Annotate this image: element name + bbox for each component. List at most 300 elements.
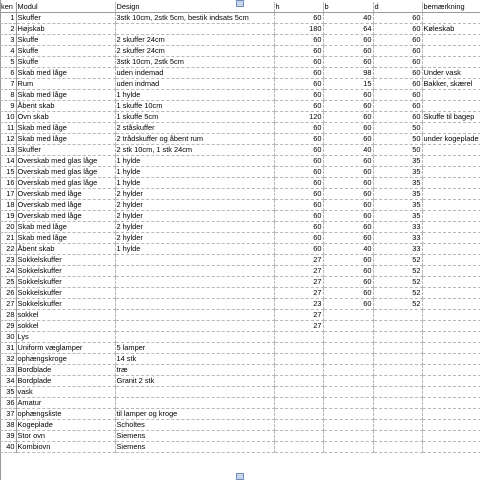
cell-bemaerkning[interactable] <box>422 288 480 299</box>
cell-nr[interactable]: 21 <box>0 233 16 244</box>
cell-nr[interactable]: 18 <box>0 200 16 211</box>
cell-d[interactable]: 60 <box>373 68 422 79</box>
cell-b[interactable]: 60 <box>323 233 373 244</box>
cell-b[interactable] <box>323 310 373 321</box>
cell-nr[interactable]: 8 <box>0 90 16 101</box>
cell-design[interactable]: 1 hylde <box>115 178 274 189</box>
cell-nr[interactable]: 31 <box>0 343 16 354</box>
cell-nr[interactable]: 30 <box>0 332 16 343</box>
cell-b[interactable]: 60 <box>323 134 373 145</box>
cell-nr[interactable]: 11 <box>0 123 16 134</box>
cell-modul[interactable]: Overskab med låge <box>16 211 115 222</box>
cell-b[interactable]: 60 <box>323 255 373 266</box>
cell-b[interactable] <box>323 376 373 387</box>
cell-d[interactable] <box>373 376 422 387</box>
cell-design[interactable] <box>115 24 274 35</box>
cell-b[interactable]: 60 <box>323 189 373 200</box>
cell-h[interactable]: 180 <box>274 24 323 35</box>
cell-bemaerkning[interactable] <box>422 299 480 310</box>
cell-bemaerkning[interactable] <box>422 222 480 233</box>
cell-modul[interactable]: Stor ovn <box>16 431 115 442</box>
cell-modul[interactable]: Ovn skab <box>16 112 115 123</box>
cell-h[interactable] <box>274 365 323 376</box>
cell-bemaerkning[interactable] <box>422 35 480 46</box>
cell-bemaerkning[interactable]: Bakker, skærel <box>422 79 480 90</box>
cell-design[interactable]: 1 skuffe 10cm <box>115 101 274 112</box>
cell-design[interactable]: 1 hylde <box>115 90 274 101</box>
cell-nr[interactable]: 7 <box>0 79 16 90</box>
cell-nr[interactable]: 10 <box>0 112 16 123</box>
cell-design[interactable]: 5 lamper <box>115 343 274 354</box>
cell-bemaerkning[interactable] <box>422 354 480 365</box>
cell-b[interactable]: 40 <box>323 13 373 24</box>
cell-h[interactable]: 60 <box>274 101 323 112</box>
cell-modul[interactable]: Sokkelskuffer <box>16 288 115 299</box>
cell-d[interactable]: 35 <box>373 178 422 189</box>
cell-h[interactable] <box>274 332 323 343</box>
cell-d[interactable]: 60 <box>373 112 422 123</box>
cell-h[interactable]: 120 <box>274 112 323 123</box>
cell-modul[interactable]: sokkel <box>16 310 115 321</box>
cell-design[interactable]: uden indemad <box>115 68 274 79</box>
header-cell-design[interactable]: Design <box>115 2 274 13</box>
cell-h[interactable]: 60 <box>274 156 323 167</box>
cell-d[interactable] <box>373 354 422 365</box>
cell-h[interactable]: 60 <box>274 90 323 101</box>
cell-bemaerkning[interactable] <box>422 255 480 266</box>
cell-h[interactable] <box>274 420 323 431</box>
cell-design[interactable]: 2 hylder <box>115 211 274 222</box>
cell-d[interactable] <box>373 409 422 420</box>
cell-design[interactable]: 3stk 10cm, 2stk 5cm, bestik indsats 5cm <box>115 13 274 24</box>
cell-nr[interactable]: 5 <box>0 57 16 68</box>
cell-modul[interactable]: Sokkelskuffer <box>16 266 115 277</box>
cell-d[interactable]: 35 <box>373 200 422 211</box>
cell-modul[interactable]: Skab med låge <box>16 90 115 101</box>
cell-h[interactable]: 27 <box>274 288 323 299</box>
cell-h[interactable]: 27 <box>274 277 323 288</box>
cell-nr[interactable]: 24 <box>0 266 16 277</box>
cell-d[interactable] <box>373 310 422 321</box>
cell-bemaerkning[interactable] <box>422 189 480 200</box>
cell-h[interactable] <box>274 442 323 453</box>
cell-modul[interactable]: Overskab med glas låge <box>16 167 115 178</box>
cell-b[interactable] <box>323 343 373 354</box>
cell-nr[interactable]: 19 <box>0 211 16 222</box>
table-row <box>0 442 480 453</box>
cell-bemaerkning[interactable]: under kogeplade <box>423 134 479 144</box>
cell-b[interactable] <box>323 442 373 453</box>
cell-b[interactable] <box>323 387 373 398</box>
cell-design[interactable]: Siemens <box>115 442 274 453</box>
cell-d[interactable]: 33 <box>373 244 422 255</box>
cell-modul[interactable]: Amatur <box>16 398 115 409</box>
cell-nr[interactable]: 15 <box>0 167 16 178</box>
cell-design[interactable]: 3stk 10cm, 2stk 5cm <box>115 57 274 68</box>
table-row <box>0 134 480 145</box>
table-row <box>0 288 480 299</box>
cell-modul[interactable]: Skab med låge <box>16 134 115 145</box>
cell-bemaerkning[interactable] <box>422 409 480 420</box>
cell-b[interactable]: 15 <box>323 79 373 90</box>
cell-d[interactable] <box>373 387 422 398</box>
cell-bemaerkning[interactable] <box>422 365 480 376</box>
cell-b[interactable]: 60 <box>323 299 373 310</box>
cell-modul[interactable]: Skab med låge <box>16 222 115 233</box>
cell-d[interactable]: 35 <box>373 167 422 178</box>
cell-nr[interactable]: 2 <box>0 24 16 35</box>
cell-bemaerkning[interactable] <box>422 376 480 387</box>
cell-bemaerkning[interactable] <box>422 310 480 321</box>
cell-bemaerkning[interactable]: Skuffe til bagep <box>422 112 480 123</box>
table-row <box>0 244 480 255</box>
bottom-resize-handle[interactable] <box>236 473 244 480</box>
cell-design[interactable]: 2 hylder <box>115 222 274 233</box>
cell-nr[interactable]: 32 <box>0 354 16 365</box>
cell-bemaerkning[interactable] <box>422 90 480 101</box>
cell-design[interactable] <box>115 387 274 398</box>
cell-b[interactable] <box>323 398 373 409</box>
cell-modul[interactable]: Sokkelskuffer <box>16 277 115 288</box>
cell-d[interactable]: 60 <box>373 24 422 35</box>
cell-design[interactable]: uden indmad <box>115 79 274 90</box>
cell-modul[interactable]: Kombiovn <box>16 442 115 453</box>
cell-b[interactable]: 60 <box>323 200 373 211</box>
cell-design[interactable]: 2 ståskuffer <box>115 123 274 134</box>
cell-nr[interactable]: 13 <box>0 145 16 156</box>
cell-b[interactable]: 40 <box>323 145 373 156</box>
cell-h[interactable]: 60 <box>274 134 323 145</box>
cell-bemaerkning[interactable] <box>422 420 480 431</box>
cell-bemaerkning[interactable] <box>422 398 480 409</box>
cell-b[interactable]: 60 <box>323 90 373 101</box>
cell-modul[interactable]: ophængskroge <box>16 354 115 365</box>
cell-nr[interactable]: 38 <box>0 420 16 431</box>
cell-design[interactable]: 2 stk 10cm, 1 stk 24cm <box>115 145 274 156</box>
cell-h[interactable]: 60 <box>274 233 323 244</box>
cell-b[interactable] <box>323 321 373 332</box>
cell-nr[interactable]: 1 <box>0 13 16 24</box>
cell-modul[interactable]: Skuffe <box>16 57 115 68</box>
cell-bemaerkning[interactable]: Under vask <box>422 68 480 79</box>
cell-nr[interactable]: 23 <box>0 255 16 266</box>
cell-modul[interactable]: Åbent skab <box>16 244 115 255</box>
cell-h[interactable]: 27 <box>274 266 323 277</box>
cell-b[interactable]: 60 <box>323 266 373 277</box>
cell-modul[interactable]: Skuffer <box>16 13 115 24</box>
cell-bemaerkning[interactable] <box>422 277 480 288</box>
cell-nr[interactable]: 16 <box>0 178 16 189</box>
cell-bemaerkning[interactable] <box>422 431 480 442</box>
cell-b[interactable]: 60 <box>323 211 373 222</box>
cell-h[interactable]: 27 <box>274 255 323 266</box>
cell-h[interactable] <box>274 409 323 420</box>
cell-d[interactable]: 60 <box>373 35 422 46</box>
cell-nr[interactable]: 25 <box>0 277 16 288</box>
cell-nr[interactable]: 17 <box>0 189 16 200</box>
cell-b[interactable]: 60 <box>323 35 373 46</box>
cell-d[interactable]: 60 <box>373 90 422 101</box>
cell-b[interactable] <box>323 431 373 442</box>
cell-nr[interactable]: 33 <box>0 365 16 376</box>
cell-b[interactable]: 98 <box>323 68 373 79</box>
cell-h[interactable]: 60 <box>274 244 323 255</box>
cell-nr[interactable]: 29 <box>0 321 16 332</box>
cell-design[interactable]: 1 hylde <box>115 156 274 167</box>
cell-h[interactable] <box>274 387 323 398</box>
cell-design[interactable] <box>115 288 274 299</box>
cell-modul[interactable]: Sokkelskuffer <box>16 299 115 310</box>
cell-nr[interactable]: 40 <box>0 442 16 453</box>
cell-nr[interactable]: 20 <box>0 222 16 233</box>
cell-d[interactable]: 35 <box>373 189 422 200</box>
cell-design[interactable]: 2 hylder <box>115 189 274 200</box>
cell-d[interactable]: 60 <box>373 13 422 24</box>
cell-design[interactable]: Scholtes <box>115 420 274 431</box>
cell-b[interactable]: 60 <box>323 123 373 134</box>
cell-design[interactable]: Siemens <box>115 431 274 442</box>
cell-design[interactable] <box>115 321 274 332</box>
cell-d[interactable]: 60 <box>373 46 422 57</box>
cell-d[interactable]: 50 <box>373 145 422 156</box>
cell-nr[interactable]: 27 <box>0 299 16 310</box>
cell-h[interactable]: 60 <box>274 178 323 189</box>
cell-design[interactable]: Granit 2 stk <box>115 376 274 387</box>
cell-b[interactable]: 60 <box>323 101 373 112</box>
cell-b[interactable]: 60 <box>323 288 373 299</box>
cell-design[interactable] <box>115 266 274 277</box>
cell-design[interactable] <box>115 332 274 343</box>
cell-d[interactable]: 52 <box>373 288 422 299</box>
cell-bemaerkning[interactable] <box>422 156 480 167</box>
cell-bemaerkning[interactable] <box>422 442 480 453</box>
cell-bemaerkning[interactable] <box>422 57 480 68</box>
cell-design[interactable] <box>115 277 274 288</box>
cell-nr[interactable]: 35 <box>0 387 16 398</box>
cell-d[interactable]: 33 <box>373 233 422 244</box>
cell-d[interactable] <box>373 398 422 409</box>
cell-modul[interactable]: Rum <box>16 79 115 90</box>
cell-nr[interactable]: 14 <box>0 156 16 167</box>
cell-design[interactable] <box>115 398 274 409</box>
cell-modul[interactable]: Skab med låge <box>16 233 115 244</box>
cell-modul[interactable]: Højskab <box>16 24 115 35</box>
cell-d[interactable] <box>373 442 422 453</box>
cell-bemaerkning[interactable] <box>422 244 480 255</box>
cell-bemaerkning[interactable]: Køleskab <box>422 24 480 35</box>
cell-d[interactable]: 35 <box>373 156 422 167</box>
cell-b[interactable]: 60 <box>323 46 373 57</box>
cell-bemaerkning[interactable] <box>422 123 480 134</box>
cell-bemaerkning[interactable] <box>422 332 480 343</box>
cell-h[interactable]: 60 <box>274 57 323 68</box>
cell-h[interactable] <box>274 354 323 365</box>
cell-nr[interactable]: 28 <box>0 310 16 321</box>
cell-modul[interactable]: Skab med låge <box>16 68 115 79</box>
table-row <box>0 299 480 310</box>
cell-design[interactable] <box>115 310 274 321</box>
cell-d[interactable]: 52 <box>373 255 422 266</box>
cell-b[interactable] <box>323 332 373 343</box>
cell-design[interactable]: 2 skuffer 24cm <box>115 35 274 46</box>
cell-b[interactable]: 60 <box>323 277 373 288</box>
cell-b[interactable] <box>323 420 373 431</box>
cell-bemaerkning[interactable] <box>422 13 480 24</box>
cell-modul[interactable]: vask <box>16 387 115 398</box>
cell-bemaerkning[interactable] <box>422 167 480 178</box>
cell-design[interactable]: træ <box>115 365 274 376</box>
cell-nr[interactable]: 3 <box>0 35 16 46</box>
cell-modul[interactable]: Skab med låge <box>16 123 115 134</box>
cell-d[interactable] <box>373 321 422 332</box>
cell-modul[interactable]: Åbent skab <box>16 101 115 112</box>
cell-design[interactable]: 2 skuffer 24cm <box>115 46 274 57</box>
cell-design[interactable]: 14 stk <box>115 354 274 365</box>
cell-design[interactable]: til lamper og kroge <box>115 409 274 420</box>
cell-modul[interactable]: Lys <box>16 332 115 343</box>
cell-design[interactable] <box>115 299 274 310</box>
cell-design[interactable]: 1 hylde <box>115 167 274 178</box>
cell-nr[interactable]: 4 <box>0 46 16 57</box>
cell-b[interactable] <box>323 365 373 376</box>
cell-modul[interactable]: Overskab med låge <box>16 189 115 200</box>
cell-d[interactable]: 60 <box>373 57 422 68</box>
cell-d[interactable]: 52 <box>373 277 422 288</box>
cell-bemaerkning[interactable] <box>422 266 480 277</box>
cell-h[interactable] <box>274 343 323 354</box>
cell-nr[interactable]: 9 <box>0 101 16 112</box>
table-row <box>0 156 480 167</box>
cell-h[interactable] <box>274 431 323 442</box>
cell-h[interactable]: 60 <box>274 222 323 233</box>
cell-d[interactable] <box>373 365 422 376</box>
cell-h[interactable] <box>274 398 323 409</box>
cell-h[interactable]: 60 <box>274 35 323 46</box>
cell-b[interactable]: 40 <box>323 244 373 255</box>
cell-b[interactable] <box>323 354 373 365</box>
cell-modul[interactable]: Overskab med låge <box>16 200 115 211</box>
cell-nr[interactable]: 37 <box>0 409 16 420</box>
cell-nr[interactable]: 39 <box>0 431 16 442</box>
table-row <box>0 255 480 266</box>
cell-modul[interactable]: Skuffer <box>16 145 115 156</box>
cell-d[interactable] <box>373 420 422 431</box>
cell-h[interactable]: 27 <box>274 321 323 332</box>
cell-h[interactable]: 60 <box>274 123 323 134</box>
cell-b[interactable]: 64 <box>323 24 373 35</box>
cell-h[interactable]: 60 <box>274 79 323 90</box>
cell-modul[interactable]: Overskab med glas låge <box>16 156 115 167</box>
cell-h[interactable]: 60 <box>274 200 323 211</box>
cell-b[interactable]: 60 <box>323 167 373 178</box>
cell-bemaerkning[interactable] <box>422 46 480 57</box>
cell-h[interactable]: 60 <box>274 46 323 57</box>
cell-d[interactable] <box>373 332 422 343</box>
cell-design[interactable]: 1 skuffe 5cm <box>115 112 274 123</box>
cell-nr[interactable]: 22 <box>0 244 16 255</box>
header-cell-modul[interactable]: Modul <box>16 2 115 13</box>
cell-modul[interactable]: sokkel <box>16 321 115 332</box>
cell-modul[interactable]: Sokkelskuffer <box>16 255 115 266</box>
cell-h[interactable]: 23 <box>274 299 323 310</box>
cell-modul[interactable]: Uniform væglamper <box>16 343 115 354</box>
cell-nr[interactable]: 6 <box>0 68 16 79</box>
cell-b[interactable]: 60 <box>323 57 373 68</box>
table-row <box>0 46 480 57</box>
cell-h[interactable] <box>274 376 323 387</box>
cell-modul[interactable]: Bordblade <box>16 365 115 376</box>
table-row <box>0 321 480 332</box>
cell-d[interactable]: 60 <box>373 101 422 112</box>
cell-bemaerkning[interactable] <box>422 200 480 211</box>
cell-d[interactable]: 60 <box>373 79 422 90</box>
cell-bemaerkning[interactable] <box>422 233 480 244</box>
cell-bemaerkning[interactable] <box>422 211 480 222</box>
cell-h[interactable]: 60 <box>274 211 323 222</box>
header-cell-h[interactable]: h <box>274 2 323 13</box>
cell-b[interactable]: 60 <box>323 178 373 189</box>
header-row <box>0 2 480 13</box>
cell-design[interactable]: 2 hylder <box>115 200 274 211</box>
cell-design[interactable] <box>115 255 274 266</box>
cell-b[interactable]: 60 <box>323 156 373 167</box>
cell-b[interactable]: 60 <box>323 112 373 123</box>
cell-modul[interactable]: Overskab med glas låge <box>16 178 115 189</box>
table-row <box>0 398 480 409</box>
cell-h[interactable]: 60 <box>274 189 323 200</box>
header-cell-d[interactable]: d <box>373 2 422 13</box>
header-cell-b[interactable]: b <box>323 2 373 13</box>
cell-nr[interactable]: 12 <box>0 134 16 145</box>
cell-modul[interactable]: Skuffe <box>16 46 115 57</box>
cell-nr[interactable]: 36 <box>0 398 16 409</box>
cell-h[interactable]: 60 <box>274 145 323 156</box>
cell-nr[interactable]: 26 <box>0 288 16 299</box>
header-cell-nr[interactable]: ken <box>0 2 16 13</box>
cell-d[interactable]: 35 <box>373 211 422 222</box>
cell-bemaerkning[interactable] <box>422 145 480 156</box>
cell-bemaerkning[interactable] <box>422 101 480 112</box>
table-row <box>0 387 480 398</box>
cell-d[interactable]: 33 <box>373 222 422 233</box>
cell-modul[interactable]: Kogeplade <box>16 420 115 431</box>
cell-h[interactable]: 60 <box>274 13 323 24</box>
cell-b[interactable] <box>323 409 373 420</box>
cell-d[interactable]: 52 <box>373 266 422 277</box>
cell-nr[interactable]: 34 <box>0 376 16 387</box>
cell-h[interactable]: 60 <box>274 68 323 79</box>
cell-bemaerkning[interactable] <box>422 387 480 398</box>
cell-design[interactable]: 2 trådskuffer og åbent rum <box>115 134 274 145</box>
cell-bemaerkning[interactable] <box>422 321 480 332</box>
cell-d[interactable]: 50 <box>373 134 422 145</box>
cell-d[interactable]: 50 <box>373 123 422 134</box>
cell-modul[interactable]: Bordplade <box>16 376 115 387</box>
cell-b[interactable]: 60 <box>323 222 373 233</box>
cell-h[interactable]: 27 <box>274 310 323 321</box>
header-cell-bemaerkning[interactable]: bemærkning <box>422 2 480 13</box>
cell-d[interactable] <box>373 343 422 354</box>
cell-d[interactable]: 52 <box>373 299 422 310</box>
cell-d[interactable] <box>373 431 422 442</box>
cell-modul[interactable]: ophængsliste <box>16 409 115 420</box>
cell-modul[interactable]: Skuffe <box>16 35 115 46</box>
cell-bemaerkning[interactable] <box>422 178 480 189</box>
cell-design[interactable]: 1 hylde <box>115 244 274 255</box>
cell-bemaerkning[interactable] <box>422 343 480 354</box>
cell-design[interactable]: 2 hylder <box>115 233 274 244</box>
cell-h[interactable]: 60 <box>274 167 323 178</box>
